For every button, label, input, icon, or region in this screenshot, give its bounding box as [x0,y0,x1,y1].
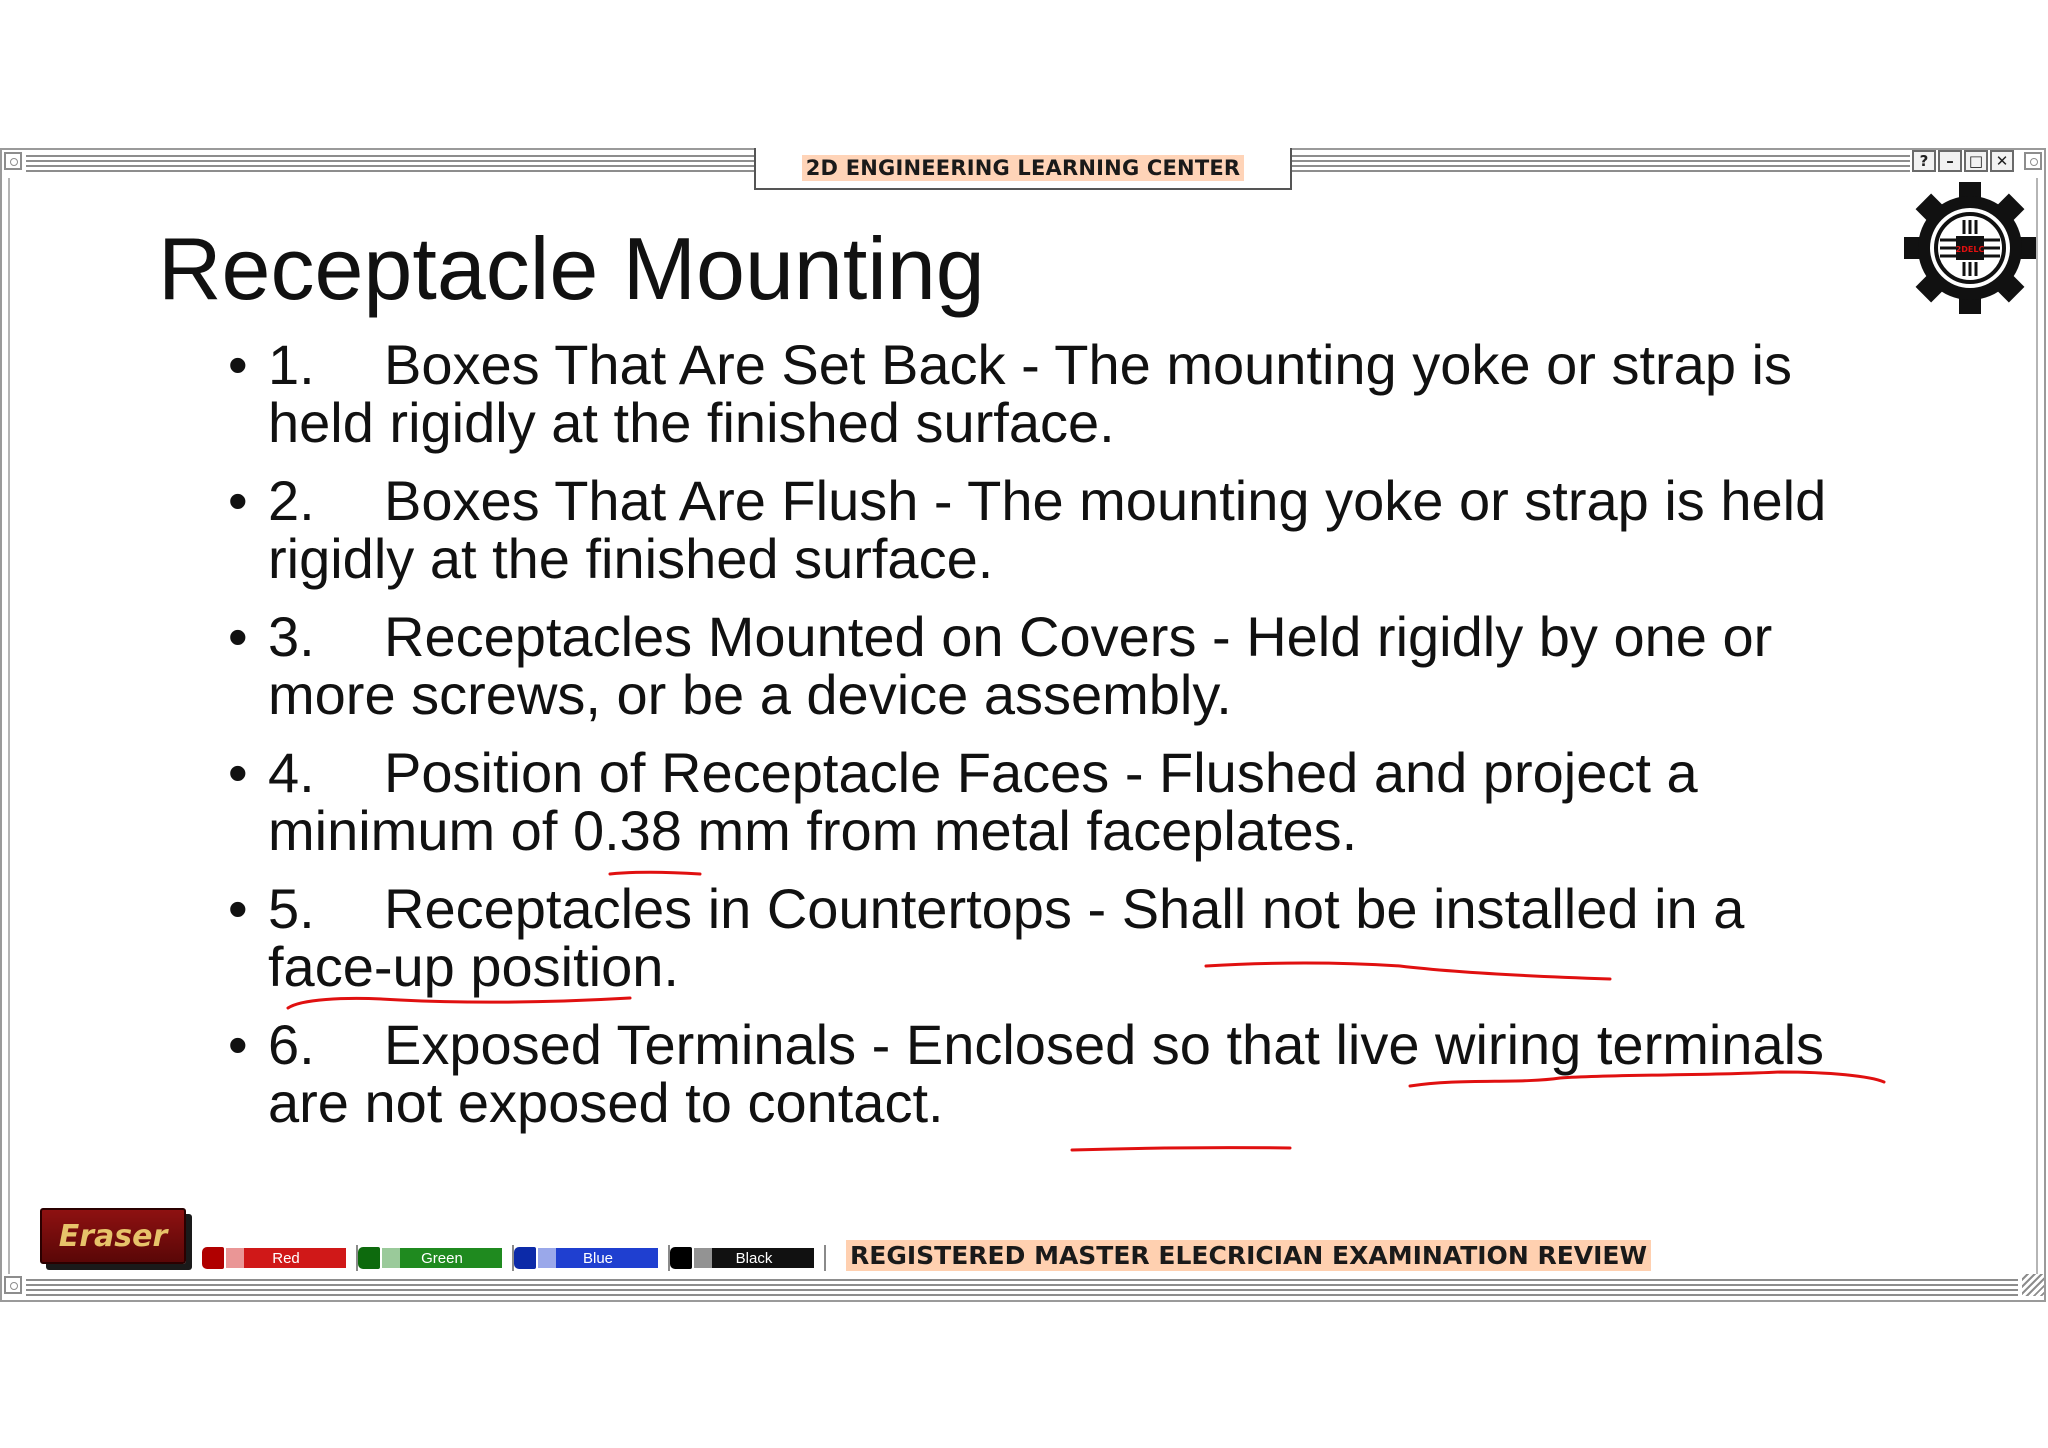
item-number: 4. [268,741,315,804]
item-line1: Position of Receptacle Faces - Flushed and project a [384,741,1698,804]
bullet-dot-icon: • [228,877,248,940]
marker-cap-icon [358,1247,380,1269]
eraser-label: Eraser [58,1218,168,1254]
corner-icon-right [2024,152,2042,170]
marker-cap-icon [202,1247,224,1269]
marker-cap-icon [514,1247,536,1269]
gear-circuit-logo-icon [1900,178,2040,318]
marker-label: Green [382,1248,502,1268]
marker-green-button[interactable] [358,1246,514,1270]
corner-icon-bottom-left [4,1276,22,1294]
bullet-dot-icon: • [228,333,248,396]
item-line1: Receptacles Mounted on Covers - Held rigidly by one or [384,605,1773,668]
bullet-dot-icon: • [228,469,248,532]
marker-label: Red [226,1248,346,1268]
marker-separator [824,1245,826,1271]
bullet-dot-icon: • [228,1013,248,1076]
item-number: 6. [268,1013,315,1076]
slide-title: Receptacle Mounting [158,219,985,318]
system-menu-icon[interactable] [4,152,22,170]
list-item [228,877,1928,998]
footer-course-title: REGISTERED MASTER ELECRICIAN EXAMINATION REVIEW [846,1240,1651,1271]
resize-grip-icon[interactable] [2022,1274,2044,1296]
maximize-button[interactable]: □ [1964,150,1988,172]
marker-red-button[interactable] [202,1246,358,1270]
item-number: 3. [268,605,315,668]
bullet-list [228,333,1928,1152]
window-controls [1912,150,2014,172]
marker-black-button[interactable] [670,1246,826,1270]
list-item [228,1013,1928,1134]
item-line2: face-up position. [268,935,679,998]
eraser-button[interactable] [40,1208,186,1264]
marker-label: Blue [538,1248,658,1268]
item-line2: held rigidly at the finished surface. [268,391,1115,454]
item-line2: rigidly at the finished surface. [268,527,994,590]
list-item [228,333,1928,454]
title-bar-rail-right [1292,152,1910,174]
bullet-dot-icon: • [228,605,248,668]
logo-text: 2DELC [1955,245,1985,254]
item-line2: more screws, or be a device assembly. [268,663,1232,726]
item-line2: minimum of 0.38 mm from metal faceplates. [268,799,1358,862]
item-line1: Exposed Terminals - Enclosed so that live wiring terminals [384,1013,1825,1076]
item-number: 1. [268,333,315,396]
list-item [228,469,1928,590]
close-button[interactable]: ✕ [1990,150,2014,172]
marker-blue-button[interactable] [514,1246,670,1270]
item-number: 5. [268,877,315,940]
window-title: 2D ENGINEERING LEARNING CENTER [802,155,1245,181]
title-tab [754,148,1292,190]
item-line2: are not exposed to contact. [268,1071,944,1134]
minimize-button[interactable]: – [1938,150,1962,172]
item-number: 2. [268,469,315,532]
help-button[interactable]: ? [1912,150,1936,172]
item-line1: Receptacles in Countertops - Shall not be installed in a [384,877,1745,940]
item-line1: Boxes That Are Set Back - The mounting yoke or strap is [384,333,1792,396]
marker-cap-icon [670,1247,692,1269]
marker-label: Black [694,1248,814,1268]
bullet-dot-icon: • [228,741,248,804]
list-item [228,605,1928,726]
item-line1: Boxes That Are Flush - The mounting yoke or strap is held [384,469,1827,532]
title-bar-rail-left [26,152,754,174]
list-item [228,741,1928,862]
bottom-bar-rail [26,1276,2018,1298]
